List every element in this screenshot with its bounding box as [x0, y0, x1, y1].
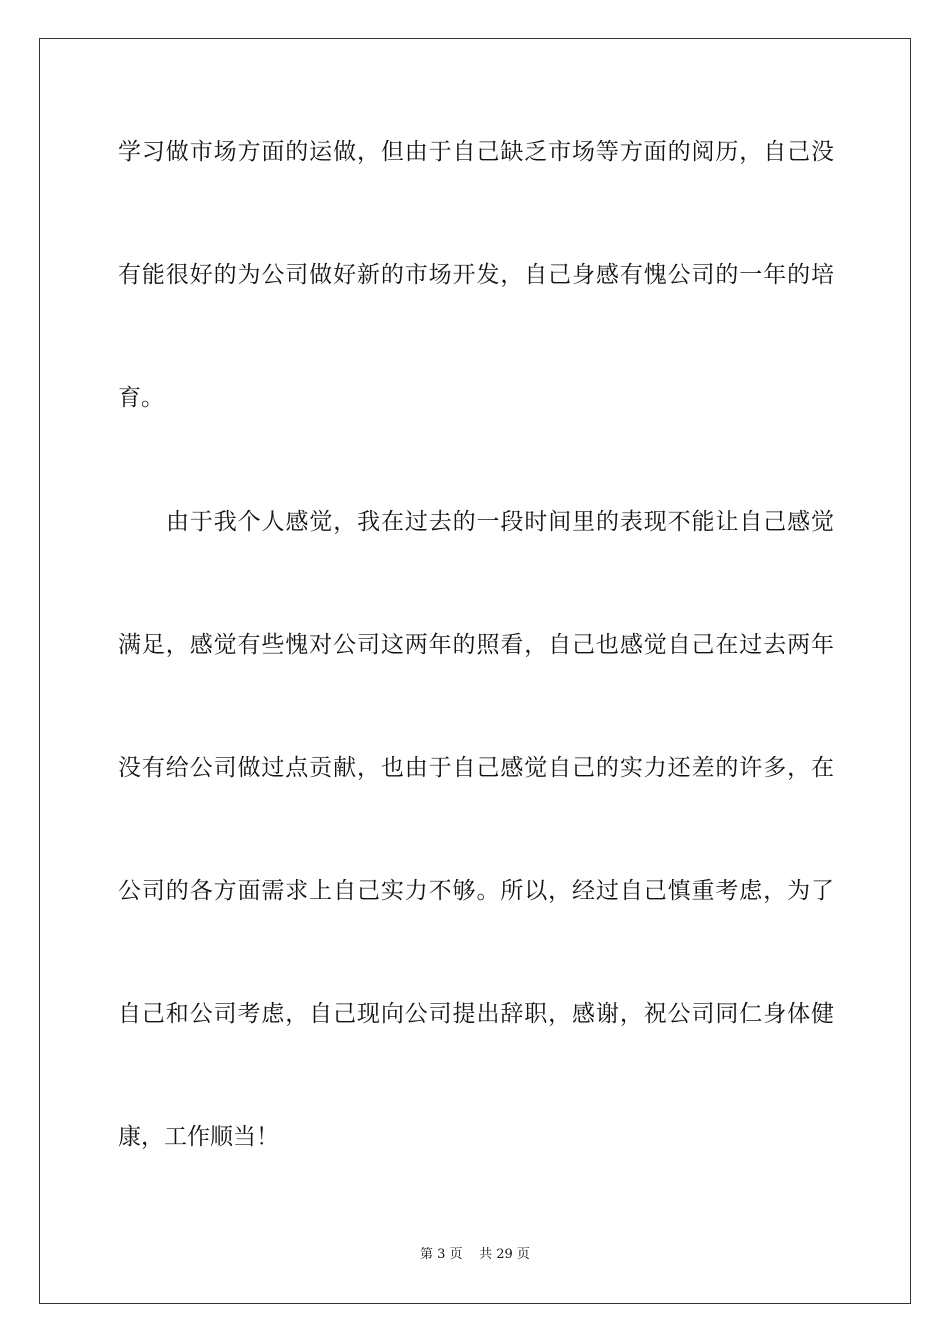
- page-frame: [39, 38, 911, 1304]
- paragraph-first-line: 由于我个人感觉，我在过去的一段时间里的表现不能让自己感觉: [166, 509, 834, 535]
- text-line: 育。: [118, 385, 164, 411]
- text-line: 自己和公司考虑，自己现向公司提出辞职，感谢，祝公司同仁身体健: [118, 1001, 834, 1027]
- page-number: 第 3 页: [420, 1247, 463, 1262]
- text-line: 没有给公司做过点贡献，也由于自己感觉自己的实力还差的许多，在: [118, 755, 834, 781]
- text-line: 康，工作顺当！: [118, 1124, 279, 1150]
- page-footer: [0, 1246, 950, 1264]
- text-line: 有能很好的为公司做好新的市场开发，自己身感有愧公司的一年的培: [118, 262, 834, 288]
- text-line: 公司的各方面需求上自己实力不够。所以，经过自己慎重考虑，为了: [118, 878, 834, 904]
- text-line: 满足，感觉有些愧对公司这两年的照看，自己也感觉自己在过去两年: [118, 632, 834, 658]
- text-line: 学习做市场方面的运做，但由于自己缺乏市场等方面的阅历，自己没: [118, 139, 834, 165]
- total-pages: 共 29 页: [479, 1247, 530, 1262]
